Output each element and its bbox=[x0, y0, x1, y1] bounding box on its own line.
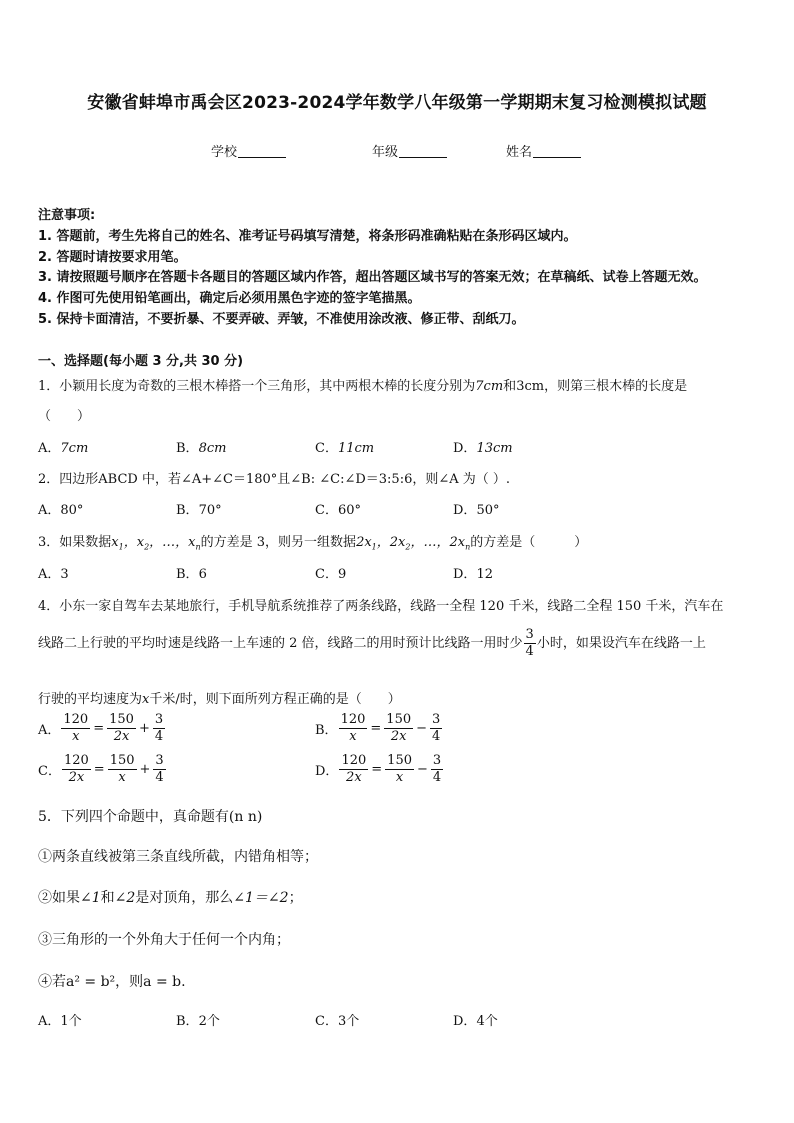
option-label: C． bbox=[315, 567, 338, 582]
const-fraction bbox=[153, 712, 165, 745]
fraction-denominator: 4 bbox=[432, 770, 442, 785]
q5-statement-1: ①两条直线被第三条直线所截，内错角相等； bbox=[38, 849, 318, 865]
fraction-numerator: 150 bbox=[387, 753, 412, 768]
fraction-numerator: 150 bbox=[109, 753, 135, 768]
s4-text-e: . bbox=[181, 974, 186, 990]
equals-sign: = bbox=[370, 721, 382, 736]
q5-option-d[interactable] bbox=[453, 1010, 498, 1029]
const-fraction bbox=[430, 712, 442, 745]
exam-title: 安徽省蚌埠市禹会区2023-2024学年数学八年级第一学期期末复习检测模拟试题 bbox=[87, 93, 707, 113]
option-label: C． bbox=[315, 441, 338, 456]
q4-option-a[interactable] bbox=[38, 712, 166, 745]
option-value: 3个 bbox=[337, 1014, 360, 1029]
q3-text-a: 3．如果数据 bbox=[38, 535, 112, 550]
option-label: A． bbox=[38, 723, 61, 738]
option-value: 13cm bbox=[476, 441, 513, 456]
q5-statement-3: ③三角形的一个外角大于任何一个内角； bbox=[38, 932, 290, 948]
option-label: D． bbox=[453, 567, 477, 582]
q4-option-d[interactable] bbox=[315, 753, 444, 786]
q2-option-a[interactable] bbox=[38, 499, 83, 518]
operator: − bbox=[417, 762, 428, 777]
q1-value-1: 7cm bbox=[475, 379, 504, 394]
q1-paren: （ ） bbox=[38, 409, 91, 424]
s4-text-c: ，则 bbox=[115, 974, 144, 990]
note-item-1: 1. 答题前，考生先将自己的姓名、准考证号码填写清楚，将条形码准确粘贴在条形码区域内。 bbox=[38, 229, 577, 244]
s4-text-a: ④若 bbox=[38, 974, 66, 990]
s2-text-c: 和 bbox=[100, 890, 115, 906]
fraction-numerator: 120 bbox=[340, 712, 366, 727]
q4-line-3 bbox=[38, 688, 401, 707]
option-value: 4个 bbox=[476, 1014, 498, 1029]
q4-text-a: 线路二上行驶的平均时速是线路一上车速的 2 倍，线路二的用时预计比线路一用时少 bbox=[38, 636, 523, 651]
note-item-3: 3. 请按照题号顺序在答题卡各题目的答题区域内作答，超出答题区域书写的答案无效；在草稿纸、试卷上答题无效。 bbox=[38, 270, 707, 285]
q3-option-c[interactable] bbox=[315, 563, 346, 582]
grade-field[interactable] bbox=[372, 141, 447, 160]
option-value: 80° bbox=[60, 503, 84, 518]
rhs-fraction bbox=[107, 712, 136, 745]
option-label: D． bbox=[453, 1014, 477, 1029]
fraction-denominator: x bbox=[385, 769, 414, 786]
rhs-fraction bbox=[385, 753, 414, 786]
operator: + bbox=[139, 762, 151, 777]
option-value: 3 bbox=[60, 567, 69, 582]
q2-option-d[interactable] bbox=[453, 499, 499, 518]
q2-option-c[interactable] bbox=[315, 499, 361, 518]
equals-sign: = bbox=[93, 721, 105, 736]
q4-variable: x bbox=[142, 692, 150, 707]
q4-option-c[interactable] bbox=[38, 753, 167, 786]
option-value: 11cm bbox=[337, 441, 375, 456]
fraction-numerator: 150 bbox=[109, 712, 134, 727]
q3-option-a[interactable] bbox=[38, 563, 69, 582]
option-label: A． bbox=[38, 567, 61, 582]
fraction-denominator: 4 bbox=[525, 644, 534, 659]
fraction-numerator: 3 bbox=[154, 712, 164, 727]
q1-option-a[interactable] bbox=[38, 437, 88, 456]
option-label: A． bbox=[38, 441, 61, 456]
lhs-fraction bbox=[339, 712, 368, 745]
fraction-denominator: 4 bbox=[155, 770, 164, 785]
option-label: D． bbox=[453, 441, 477, 456]
q3-option-b[interactable] bbox=[176, 563, 207, 582]
grade-blank[interactable] bbox=[399, 145, 447, 158]
option-label: D． bbox=[315, 764, 339, 779]
rhs-fraction bbox=[108, 753, 137, 786]
q3-data-set-2: $2x_1$，$2x_2$，…，$2x_n$ bbox=[356, 535, 471, 552]
q1-option-c[interactable] bbox=[315, 437, 374, 456]
question-3 bbox=[38, 531, 587, 552]
q3-option-d[interactable] bbox=[453, 563, 493, 582]
equals-sign: = bbox=[93, 762, 105, 777]
fraction-numerator: 120 bbox=[63, 712, 89, 727]
option-label: B． bbox=[176, 567, 199, 582]
const-fraction bbox=[153, 753, 165, 786]
option-label: B． bbox=[176, 1014, 199, 1029]
s2-text-e: 是对顶角，那么 bbox=[135, 890, 234, 906]
q4-text-b: 小时，如果设汽车在线路一上 bbox=[536, 636, 706, 651]
note-item-5: 5. 保持卡面清洁，不要折暴、不要弄破、弄皱，不准使用涂改液、修正带、刮纸刀。 bbox=[38, 312, 525, 327]
s2-text-g: ； bbox=[288, 890, 303, 906]
school-label: 学校 bbox=[211, 145, 238, 160]
angle-equation: ∠1＝∠2 bbox=[233, 890, 289, 906]
fraction-numerator: 120 bbox=[63, 753, 89, 768]
note-item-4: 4. 作图可先使用铅笔画出，确定后必须用黑色字迹的签字笔描黑。 bbox=[38, 291, 421, 306]
fraction-denominator: 2x bbox=[339, 769, 368, 786]
fraction-numerator: 3 bbox=[432, 753, 442, 768]
fraction-denominator: 4 bbox=[154, 729, 164, 744]
rhs-fraction bbox=[384, 712, 413, 745]
square-equation: a² = b² bbox=[66, 974, 116, 990]
q5-option-b[interactable] bbox=[176, 1010, 220, 1029]
question-2: 2．四边形ABCD 中，若∠A+∠C＝180°且∠B: ∠C:∠D＝3:5:6，则∠A 为（ ）. bbox=[38, 472, 511, 487]
option-value: 12 bbox=[476, 567, 493, 582]
q5-statement-4 bbox=[38, 971, 186, 991]
grade-label: 年级 bbox=[372, 145, 399, 160]
fraction-denominator: x bbox=[108, 769, 137, 786]
q4-fraction bbox=[524, 627, 536, 660]
question-5: 5．下列四个命题中，真命题有(n n) bbox=[38, 809, 263, 825]
equality: a = b bbox=[143, 974, 182, 990]
q2-option-b[interactable] bbox=[176, 499, 222, 518]
fraction-denominator: 2x bbox=[107, 728, 136, 745]
q4-line-2 bbox=[38, 627, 706, 660]
option-value: 1个 bbox=[60, 1014, 82, 1029]
const-fraction bbox=[431, 753, 443, 786]
option-value: 50° bbox=[476, 503, 500, 518]
option-value: 70° bbox=[198, 503, 222, 518]
option-label: A． bbox=[38, 1014, 61, 1029]
equals-sign: = bbox=[371, 762, 383, 777]
q1-option-d[interactable] bbox=[453, 437, 513, 456]
q1-text-a: 1．小颖用长度为奇数的三根木棒搭一个三角形，其中两根木棒的长度分别为 bbox=[38, 379, 476, 394]
lhs-fraction bbox=[61, 712, 90, 745]
option-value: 2个 bbox=[198, 1014, 220, 1029]
question-1 bbox=[38, 375, 687, 394]
school-field[interactable] bbox=[211, 141, 286, 160]
q3-data-set-1: $x_1$，$x_2$，…，$x_n$ bbox=[111, 535, 201, 552]
q5-option-c[interactable] bbox=[315, 1010, 359, 1029]
option-value: 60° bbox=[337, 503, 361, 518]
q4-option-b[interactable] bbox=[315, 712, 443, 745]
fraction-numerator: 3 bbox=[155, 753, 164, 768]
lhs-fraction bbox=[62, 753, 91, 786]
option-value: 8cm bbox=[198, 441, 227, 456]
option-label: C． bbox=[38, 764, 61, 779]
q4-text-c: 行驶的平均速度为 bbox=[38, 692, 143, 707]
fraction-numerator: 3 bbox=[432, 712, 441, 727]
q1-option-b[interactable] bbox=[176, 437, 226, 456]
option-value: 6 bbox=[198, 567, 207, 582]
fraction-numerator: 120 bbox=[341, 753, 367, 768]
school-blank[interactable] bbox=[238, 145, 286, 158]
notes-heading: 注意事项: bbox=[38, 208, 96, 223]
q4-line-1: 4．小东一家自驾车去某地旅行，手机导航系统推荐了两条线路，线路一全程 120 千米，线路二全程 150 千米，汽车在 bbox=[38, 599, 724, 614]
s2-text-a: ②如果 bbox=[38, 890, 80, 906]
operator: + bbox=[138, 721, 150, 736]
name-field[interactable] bbox=[506, 141, 581, 160]
fraction-numerator: 150 bbox=[386, 712, 412, 727]
q5-statement-2 bbox=[38, 887, 303, 907]
option-label: B． bbox=[315, 723, 338, 738]
fraction-numerator: 3 bbox=[525, 627, 534, 642]
section-heading: 一、选择题(每小题 3 分,共 30 分) bbox=[38, 354, 244, 369]
q3-text-c: 的方差是（ ） bbox=[470, 535, 588, 550]
q3-text-b: 的方差是 3，则另一组数据 bbox=[200, 535, 357, 550]
option-label: B． bbox=[176, 441, 199, 456]
option-label: D． bbox=[453, 503, 477, 518]
option-label: C． bbox=[315, 503, 338, 518]
q1-text-b: 和 bbox=[503, 379, 517, 394]
angle-2: ∠2 bbox=[114, 890, 136, 906]
fraction-denominator: 4 bbox=[432, 729, 441, 744]
fraction-denominator: x bbox=[61, 728, 90, 745]
fraction-denominator: 2x bbox=[384, 728, 413, 745]
option-value: 7cm bbox=[60, 441, 89, 456]
lhs-fraction bbox=[339, 753, 368, 786]
q4-text-d: 千米/时，则下面所列方程正确的是（ ） bbox=[149, 692, 401, 707]
angle-1: ∠1 bbox=[80, 890, 101, 906]
fraction-denominator: 2x bbox=[62, 769, 91, 786]
name-label: 姓名 bbox=[506, 145, 533, 160]
q5-option-a[interactable] bbox=[38, 1010, 82, 1029]
option-value: 9 bbox=[337, 567, 347, 582]
note-item-2: 2. 答题时请按要求用笔。 bbox=[38, 250, 187, 265]
option-label: B． bbox=[176, 503, 199, 518]
fraction-denominator: x bbox=[339, 728, 368, 745]
option-label: A． bbox=[38, 503, 61, 518]
option-label: C． bbox=[315, 1014, 338, 1029]
name-blank[interactable] bbox=[533, 145, 581, 158]
q1-text-c: ，则第三根木棒的长度是 bbox=[544, 379, 688, 394]
operator: − bbox=[416, 721, 428, 736]
q1-value-2: 3cm bbox=[516, 379, 545, 394]
